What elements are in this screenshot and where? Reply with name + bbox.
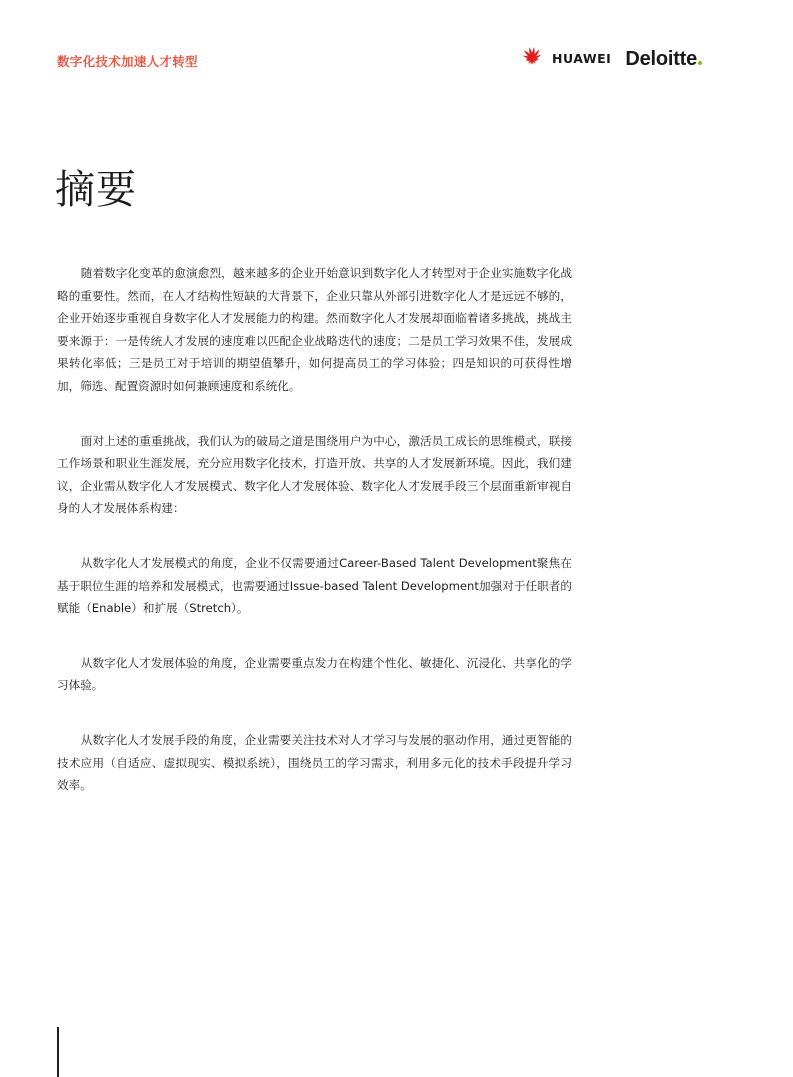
huawei-logo-icon [516, 46, 548, 72]
summary-paragraph-3: 从数字化人才发展模式的角度，企业不仅需要通过Career-Based Talent Development聚焦在基于职位生涯的培养和发展模式，也需要通过Issue-based Talent Development加强对于任职者的赋能（Enable）和扩展（Stretch）。 [57, 555, 572, 616]
running-header-title: 数字化技术加速人才转型 [57, 54, 198, 69]
deloitte-green-dot-icon [698, 61, 702, 65]
page-title: 摘要 [55, 167, 137, 213]
huawei-wordmark: HUAWEI [552, 51, 612, 66]
partner-logos [516, 45, 702, 73]
deloitte-wordmark [625, 46, 702, 72]
summary-paragraph-5: 从数字化人才发展手段的角度，企业需要关注技术对人才学习与发展的驱动作用，通过更智能的技术应用（自适应、虚拟现实、模拟系统），围绕员工的学习需求，利用多元化的技术手段提升学习效率。 [57, 732, 572, 793]
summary-paragraph-1: 随着数字化变革的愈演愈烈，越来越多的企业开始意识到数字化人才转型对于企业实施数字化战略的重要性。然而，在人才结构性短缺的大背景下，企业只靠从外部引进数字化人才是远远不够的，企业开始逐步重视自身数字化人才发展能力的构建。然而数字化人才发展却面临着诸多挑战，挑战主要来源于：一是传统人才发展的速度难以匹配企业战略迭代的速度；二是员工学习效果不佳，发展成果转化率低；三是员工对于培训的期望值攀升，如何提高员工的学习体验；四是知识的可获得性增加，筛选、配置资源时如何兼顾速度和系统化。 [57, 266, 572, 393]
page-margin-rule [57, 1027, 59, 1077]
deloitte-wordmark-text: Deloitte [625, 48, 698, 70]
summary-paragraph-2: 面对上述的重重挑战，我们认为的破局之道是围绕用户为中心，激活员工成长的思维模式，联接工作场景和职业生涯发展，充分应用数字化技术，打造开放、共享的人才发展新环境。因此，我们建议，企业需从数字化人才发展模式、数字化人才发展体验、数字化人才发展手段三个层面重新审视自身的人才发展体系构建： [57, 433, 572, 516]
summary-body [57, 262, 572, 829]
summary-paragraph-4: 从数字化人才发展体验的角度，企业需要重点发力在构建个性化、敏捷化、沉浸化、共享化的学习体验。 [57, 655, 572, 693]
